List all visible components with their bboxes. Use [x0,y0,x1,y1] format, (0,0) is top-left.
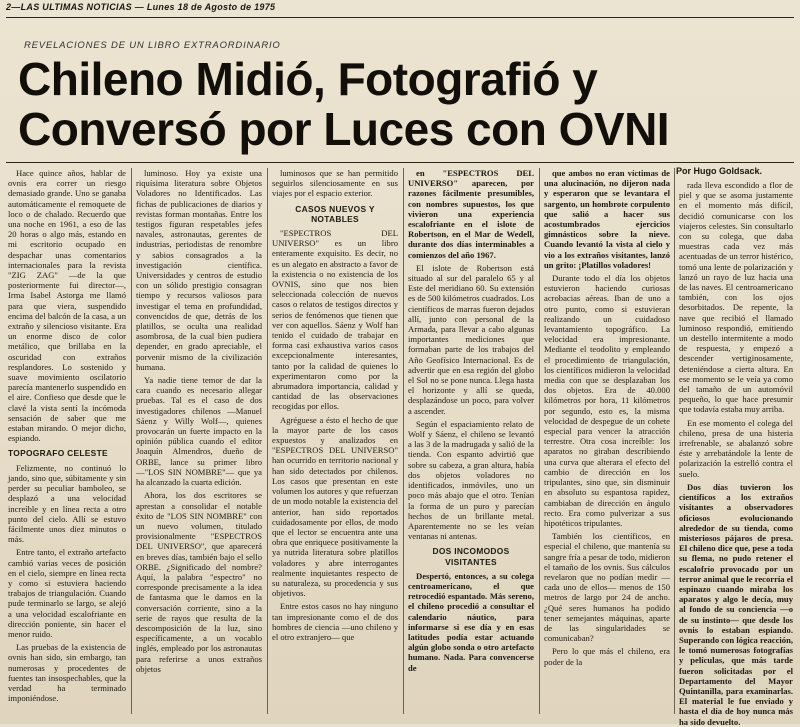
paragraph: Hace quince años, hablar de ovnis era correr un riesgo demasiado grande. Uno se ganaba automáticamente el remoquete de loco o de chalado. Recuerdo que una noche en 1961, a eso de las 20 horas o algo más, estando en mi escritorio ocupado en despachar unas comentarios internacionales para la revista "ZIG ZAG" —de la que posteriormente fui director—, Irma Isabel Astorga me llamó para que viera, suspendido encima del balcón de la casa, a un extraño y silencioso visitante. Era un enorme disco de color metálico, que brillaba en la oscuridad con extraños resplandores. Lo sostenido y suave movimiento oscilatorio parecía mantenerlo suspendido en el aire. Confieso que desde que le clavé la vista sentí la incómoda sensación de saber que me estaban mirando. O mejor dicho, espiando. [8,168,126,444]
headline-rule [6,162,794,163]
subhead: DOS INCOMODOS VISITANTES [432,546,510,567]
paragraph: "ESPECTROS DEL UNIVERSO" es un libro enteramente exquisito. Es decir, no es un alegato en abstracto a favor de la existencia o no existencia de los OVNIS, sino que nos bien seleccionada colección de nuevos casos o relatos de testigos directos y serios de fenómenos que tienen que ver con aquellos. Sáenz y Wolf han tenido el cuidado de trabajar en forma casi exhaustiva varios casos excepcionalmente interesantes, tanto por la calidad de quienes lo experimentaron como por la abrumadora importancia, calidad y cantidad de las observaciones recogidas por ellos. [272,228,398,412]
masthead-rule [6,17,794,18]
column-divider [403,168,404,714]
article-column-1 [8,168,126,718]
paragraph: Las pruebas de la existencia de ovnis han sido, sin embargo, tan numerosas y procedentes de fuentes tan insospechables, que la verdad ha terminado imponiéndose. [8,642,126,704]
paragraph: Entre estos casos no hay ninguno tan impresionante como el de dos hombres de ciencia —uno chileno y el otro extranjero— que [272,601,398,642]
masthead: 2—LAS ULTIMAS NOTICIAS — Lunes 18 de Agosto de 1975 [6,2,276,12]
paragraph: Ya nadie tiene temor de dar la cara cuando es necesario allegar pruebas. Tal es el caso de dos investigadores chilenos —Manuel Sáenz y Willy Wolf—, quienes provocarán un fuerte impacto en la opinión pública cuando el editor Joaquín Almendros, dueño de ORBE, lance su primer libro —"LOS SIN NOMBRE"— que ya ha alcanzado la cuarta edición. [136,375,262,488]
paragraph: El islote de Robertson está situado al sur del paralelo 65 y al Este del meridiano 60. Su extensión es de 500 kilómetros cuadrados. Los científicos de marras fueron dejados allí, junto con personal de la Armada, para llevar a cabo algunas importantes mediciones que formaban parte de los trabajos del Año Geofísico Internacional. Es de advertir que en esa región del globo el Sol no se pone nunca. Llega hasta el horizonte y allí se queda, desplazándose un poco, para volver a ascender. [408,262,534,416]
subhead: CASOS NUEVOS Y NOTABLES [295,203,375,224]
paragraph: luminosos que se han permitido seguirlos silenciosamente en sus viajes por el espacio exterior. [272,168,398,199]
subhead: TOPOGRAFO CELESTE [8,448,108,459]
article-column-6 [679,180,793,727]
paragraph: Según el espaciamiento relato de Wolf y Sáenz, el chileno se levantó a las 3 de la madrugada y salió de la tienda. Con espanto advirtió que sobre su cabeza, a gran altura, había dos objetos voladores no identificados, inmóviles, uno un poco más abajo que el otro. Tenían la forma de un puro y parecían hechos de un brillante metal. Aparentemente no se les veían ventanas ni antenas. [408,418,534,542]
paragraph: En ese momento el colega del chileno, presa de una histeria irrefrenable, se abalanzó sobre éste y arrebatándole la lente de polarización la estrelló contra el suelo. [679,417,793,479]
column-divider [539,168,540,714]
paragraph: Felizmente, no continuó lo jando, sino que, súbitamente y sin perder su peculiar bamboleo, se desplazó a una velocidad increíble y en línea recta a otro punto del cielo. Allí se estuvo fácilmente unos diez minutos o más. [8,462,126,545]
paragraph: que ambos no eran víctimas de una alucinación, no dijeron nada y esperaron que se levantara el sargento, un hombrote corpulento que salió a hacer sus acostumbrados ejercicios gimnásticos sobre la nieve. Cuando levantó la vista al cielo y vio a los extraños visitantes, lanzó un grito: ¡Platillos voladores! [544,168,670,270]
paragraph: También los científicos, en especial el chileno, que mantenía su sangre fría a pesar de todo, midieron el tamaño de los ovnis. Sus cálculos revelaron que no podían medir —cada uno de ellos— menos de 150 metros de largo por 24 de ancho. ¿Qué seres humanos ha podido tener semejantes máquinas, aparte de las singularidades se comunicaban? [544,531,670,644]
paragraph: Durante todo el día los objetos estuvieron haciendo curiosas acrobacias aéreas. Iban de uno a otro punto, como si estuvieran realizando un cuidadoso levantamiento topográfico. La velocidad era impresionante. Mediante el teodolito y empleando el procedimiento de triangulación, los científicos midieron la velocidad media con que se desplazaban los dos objetos. Era de 40.000 kilómetros por hora, 11 kilómetros por segundo, esto es, la misma velocidad de despegue de un cohete especial para vencer la atracción terrestre. Otra cosa increíble: los aparatos no giraban describiendo una curva que alterara el efecto del cambio de dirección en los tripulantes, sino que, sin disminuir en absoluto su espantosa rapidez, cambiaban de dirección en ángulo recto. Era como pulverizar a sus hipotéticos tripulantes. [544,273,670,528]
column-divider [674,168,675,714]
paragraph: Entre tanto, el extraño artefacto cambió varias veces de posición en el cielo, siempre en línea recta y como si estuviera haciendo trabajos de triangulación. Cuando pude terminarlo se largo, se alejó a una velocidad escalofriante en dirección poniente, sin hacer el menor ruido. [8,547,126,639]
paragraph: Ahora, los dos escritores se aprestan a consolidar el notable éxito de "LOS SIN NOMBRE" con un nuevo volumen, titulado provisionalmente "ESPECTROS DEL UNIVERSO", que aparecerá en breves días, también bajo el sello ORBE. ¿Significado del nombre? Aquí, la palabra "espectro" no corresponde precisamente a la idea de fantasma que le damos en la conversación corriente, sino a la serie de rayos que resulta de la descomposición de la luz, sino específicamente, a un vocablo inglés, empleado por los astronautas para referirse a unos extraños objetos [136,490,262,674]
article-column-2 [136,168,262,718]
column-divider [267,168,268,714]
headline-line-1: Chileno Midió, Fotografió y [18,53,598,105]
article-column-5 [544,168,670,718]
paragraph: en "ESPECTROS DEL UNIVERSO" aparecen, por razones fácilmente presumibles, con nombres supuestos, los que vivieron una experiencia escalofriante en el islote de Robertson, en el Mar de Wedell, durante dos días interminables a comienzos del año 1967. [408,168,534,260]
kicker: REVELACIONES DE UN LIBRO EXTRAORDINARIO [24,40,281,51]
article-column-3 [272,168,398,718]
article-column-4 [408,168,534,718]
paragraph: Agréguese a ésto el hecho de que la mayor parte de los casos expuestos y analizados en "ESPECTROS DEL UNIVERSO" han ocurrido en territorio nacional y han sido detectados por chilenos. Los casos que presentan en este volumen los autores y que refuerzan de un modo notable la existencia del anterior, han sido reportados cuidadosamente por ellos, de modo que el lector se encuentra ante una obra que enriquece positivamente la ya nutrida literatura sobre platillos voladores y abre interrogantes realmente inquietantes respecto de su naturaleza, su procedencia y sus objetivos. [272,414,398,599]
paragraph: luminoso. Hoy ya existe una riquísima literatura sobre Objetos Voladores no Identificados. Las fichas de publicaciones de diarios y revistas forman montañas. Entre los testigos figuran respetables jefes navales, astronautas, gerentes de industrias, periodistas de renombre y sabios consagrados a la investigación científica. Universidades y centros de estudio con un sólido prestigio consagran tiempo y recursos valiosos para investigar el tema en profundidad, convencidos de que, detrás de los platillos, se oculta una realidad asombrosa, de la cual bien pudiera depender, en grado apreciable, el porvenir mismo de la civilización humana. [136,168,262,372]
paragraph: Dos días tuvieron los científicos a los extraños visitantes a observadores oficiosos evolucionando alrededor de su tienda, como misteriosos pájaros de presa. El chileno dice que, pese a toda su flema, no pudo retener el escalofrío provocado por un terror animal que le recorría el espinazo cuando miraba los aparatos y algo le decía, muy al fondo de su conciencia —o de su instinto— que desde los ovnis lo estaban espiando. Superando con lógica reacción, le tomó numerosas fotografías y películas, que más tarde fueron solicitadas por el Departamento del Mayor Quintanilla, para examinarlas. El material le fue enviado y hasta el día de hoy nunca más ha sido devuelto. [679,481,793,727]
column-divider [131,168,132,714]
paragraph: Despertó, entonces, a su colega centroamericano, el que retrocedió espantado. Más sereno, el chileno procedió a consultar el calendario náutico, para informarse si ese día y en esas latitudes podía estar actuando algún globo sonda o otro artefacto humano. Nada. Para convencerse de [408,570,534,673]
paragraph: Pero lo que más el chileno, era poder de la [544,646,670,667]
headline-line-2: Conversó por Luces con OVNI [18,103,670,155]
byline: Por Hugo Goldsack. [676,166,763,176]
paragraph: rada lleva escondido a flor de piel y que se asoma justamente en el momento más difícil, decidió comunicarse con los viajeros celestes. Sin consultarlo con su colega, que daba muestras cada vez más acentuadas de un terror histérico, tomó una lente de polarización y lanzó un rayo de luz hacia una de las naves. El centroamericano también, con los ojos desorbitados. De repente, la nave que recibió el llamado luminoso respondió, emitiendo un destello intermitente a modo de respuesta, y empezó a descender vertiginosamente, deteniéndose a cierta altura. En ese momento se le veía ya como del tamaño de un automóvil pequeño, lo que hace presumir que todavía estaba muy arriba. [679,180,793,415]
